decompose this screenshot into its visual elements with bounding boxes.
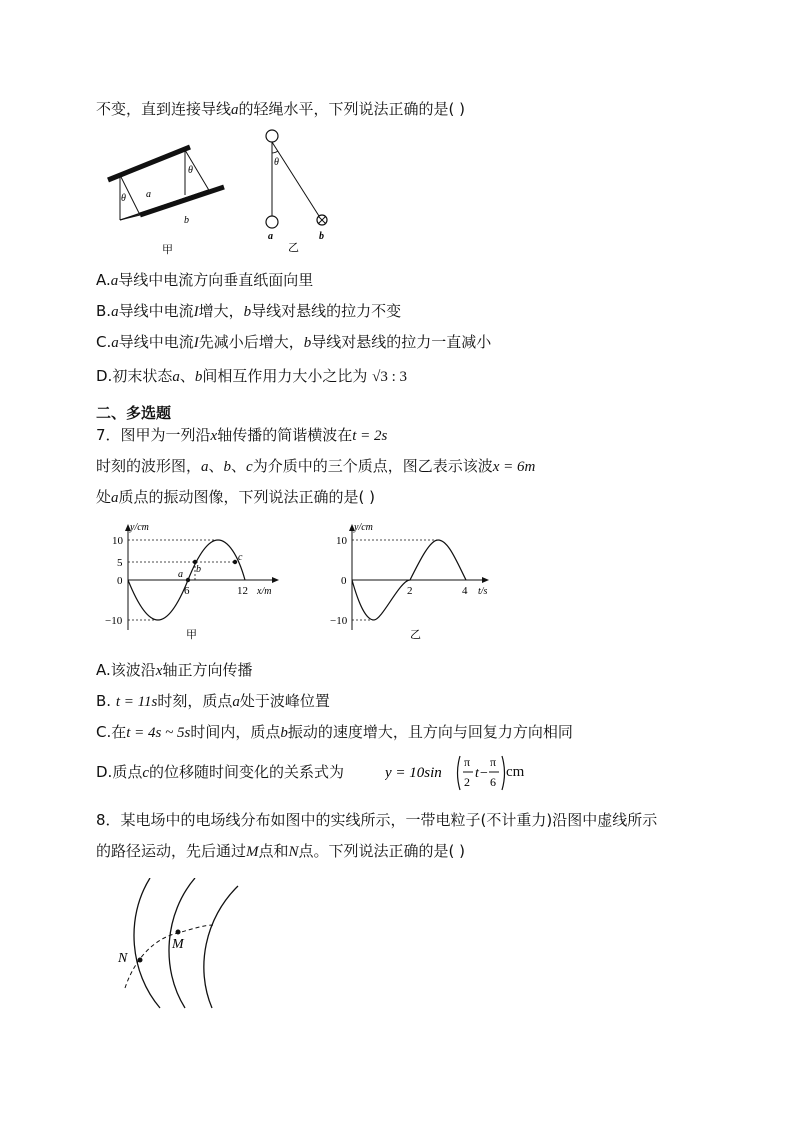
svg-text:π: π xyxy=(464,755,471,769)
svg-text:t: t xyxy=(475,766,479,781)
q6-option-a[interactable]: A.a导线中电流方向垂直纸面向里 xyxy=(96,271,314,289)
q8-stem-line1: 8．某电场中的电场线分布如图中的实线所示，一带电粒子(不计重力)沿图中虚线所示 xyxy=(96,811,658,829)
svg-text:2: 2 xyxy=(464,775,470,789)
jia-ylabel: y/cm xyxy=(130,522,149,533)
q6-figure-jia xyxy=(100,135,235,260)
yi-ytick-0: 0 xyxy=(341,575,347,587)
q6-jia-label-b: b xyxy=(184,215,189,226)
ratio-value: √3 : 3 xyxy=(372,369,408,385)
q7-option-a[interactable]: A.该波沿x轴正方向传播 xyxy=(96,661,253,679)
jia-point-a: a xyxy=(178,569,183,580)
q6-option-c[interactable]: C.a导线中电流I先减小后增大，b导线对悬线的拉力一直减小 xyxy=(96,333,492,351)
svg-text:y = 10sin: y = 10sin xyxy=(385,765,442,781)
q6-figure-yi xyxy=(255,127,345,257)
jia-ytick-0: 0 xyxy=(117,575,123,587)
jia-ytick-5: 5 xyxy=(117,557,123,569)
jia-xlabel: x/m xyxy=(257,586,272,597)
q8-fig-label-m: M xyxy=(172,937,184,952)
q6-option-d[interactable]: D.初末状态a、b间相互作用力大小之比为 √3 : 3 xyxy=(96,367,408,385)
yi-caption: 乙 xyxy=(410,629,421,641)
q7-option-b[interactable]: B. t = 11s时刻，质点a处于波峰位置 xyxy=(96,692,330,710)
q6-option-b[interactable]: B.a导线中电流I增大，b导线对悬线的拉力不变 xyxy=(96,302,402,320)
q7-option-d-unit: cm xyxy=(506,764,525,780)
svg-text:−: − xyxy=(480,766,488,781)
svg-text:π: π xyxy=(490,755,497,769)
svg-text:6: 6 xyxy=(490,775,496,789)
q6-stem-var: a xyxy=(231,102,239,118)
q6-stem-text-2: 的轻绳水平，下列说法正确的是( ) xyxy=(238,100,465,118)
yi-xlabel: t/s xyxy=(478,586,488,597)
q7-stem-line2: 时刻的波形图，a、b、c为介质中的三个质点，图乙表示该波x = 6m xyxy=(96,457,536,475)
q6-jia-theta2: θ xyxy=(188,165,193,176)
yi-xtick-4: 4 xyxy=(462,585,468,597)
q8-field-figure xyxy=(100,878,260,1013)
jia-xtick-12: 12 xyxy=(237,585,248,597)
yi-ylabel: y/cm xyxy=(354,522,373,533)
section-heading: 二、多选题 xyxy=(96,404,172,422)
jia-xtick-6: 6 xyxy=(184,585,190,597)
q6-yi-caption: 乙 xyxy=(288,242,299,254)
yi-xtick-2: 2 xyxy=(407,585,413,597)
q6-yi-theta: θ xyxy=(274,157,279,168)
q7-option-d[interactable]: D.质点c的位移随时间变化的关系式为 xyxy=(96,763,345,781)
q6-jia-theta1: θ xyxy=(121,193,126,204)
q7-stem-line3: 处a质点的振动图像，下列说法正确的是( ) xyxy=(96,488,375,506)
q7-stem-line1: 7．图甲为一列沿x轴传播的简谐横波在t = 2s xyxy=(96,426,388,444)
yi-ytick-10: 10 xyxy=(336,535,347,547)
q6-yi-label-b: b xyxy=(319,231,324,242)
q6-stem-line xyxy=(96,98,465,121)
q7-option-d-formula xyxy=(385,750,510,796)
q7-graph-yi xyxy=(330,520,500,645)
yi-ytick-neg10: −10 xyxy=(330,615,348,627)
jia-ytick-neg10: −10 xyxy=(105,615,123,627)
q6-jia-caption: 甲 xyxy=(162,244,173,256)
q7-option-c[interactable]: C.在t = 4s ~ 5s时间内，质点b振动的速度增大，且方向与回复力方向相同 xyxy=(96,723,573,741)
q6-stem-text: 不变，直到连接导线 xyxy=(96,100,232,118)
q6-jia-label-a: a xyxy=(146,189,151,200)
q6-yi-label-a: a xyxy=(268,231,273,242)
jia-point-b: b xyxy=(196,564,201,575)
jia-caption: 甲 xyxy=(186,629,197,641)
jia-ytick-10: 10 xyxy=(112,535,123,547)
jia-point-c: c xyxy=(238,552,243,563)
q7-graph-jia xyxy=(100,520,290,645)
q8-fig-label-n: N xyxy=(118,951,128,966)
q8-stem-line2: 的路径运动，先后通过M点和N点。下列说法正确的是( ) xyxy=(96,842,466,860)
